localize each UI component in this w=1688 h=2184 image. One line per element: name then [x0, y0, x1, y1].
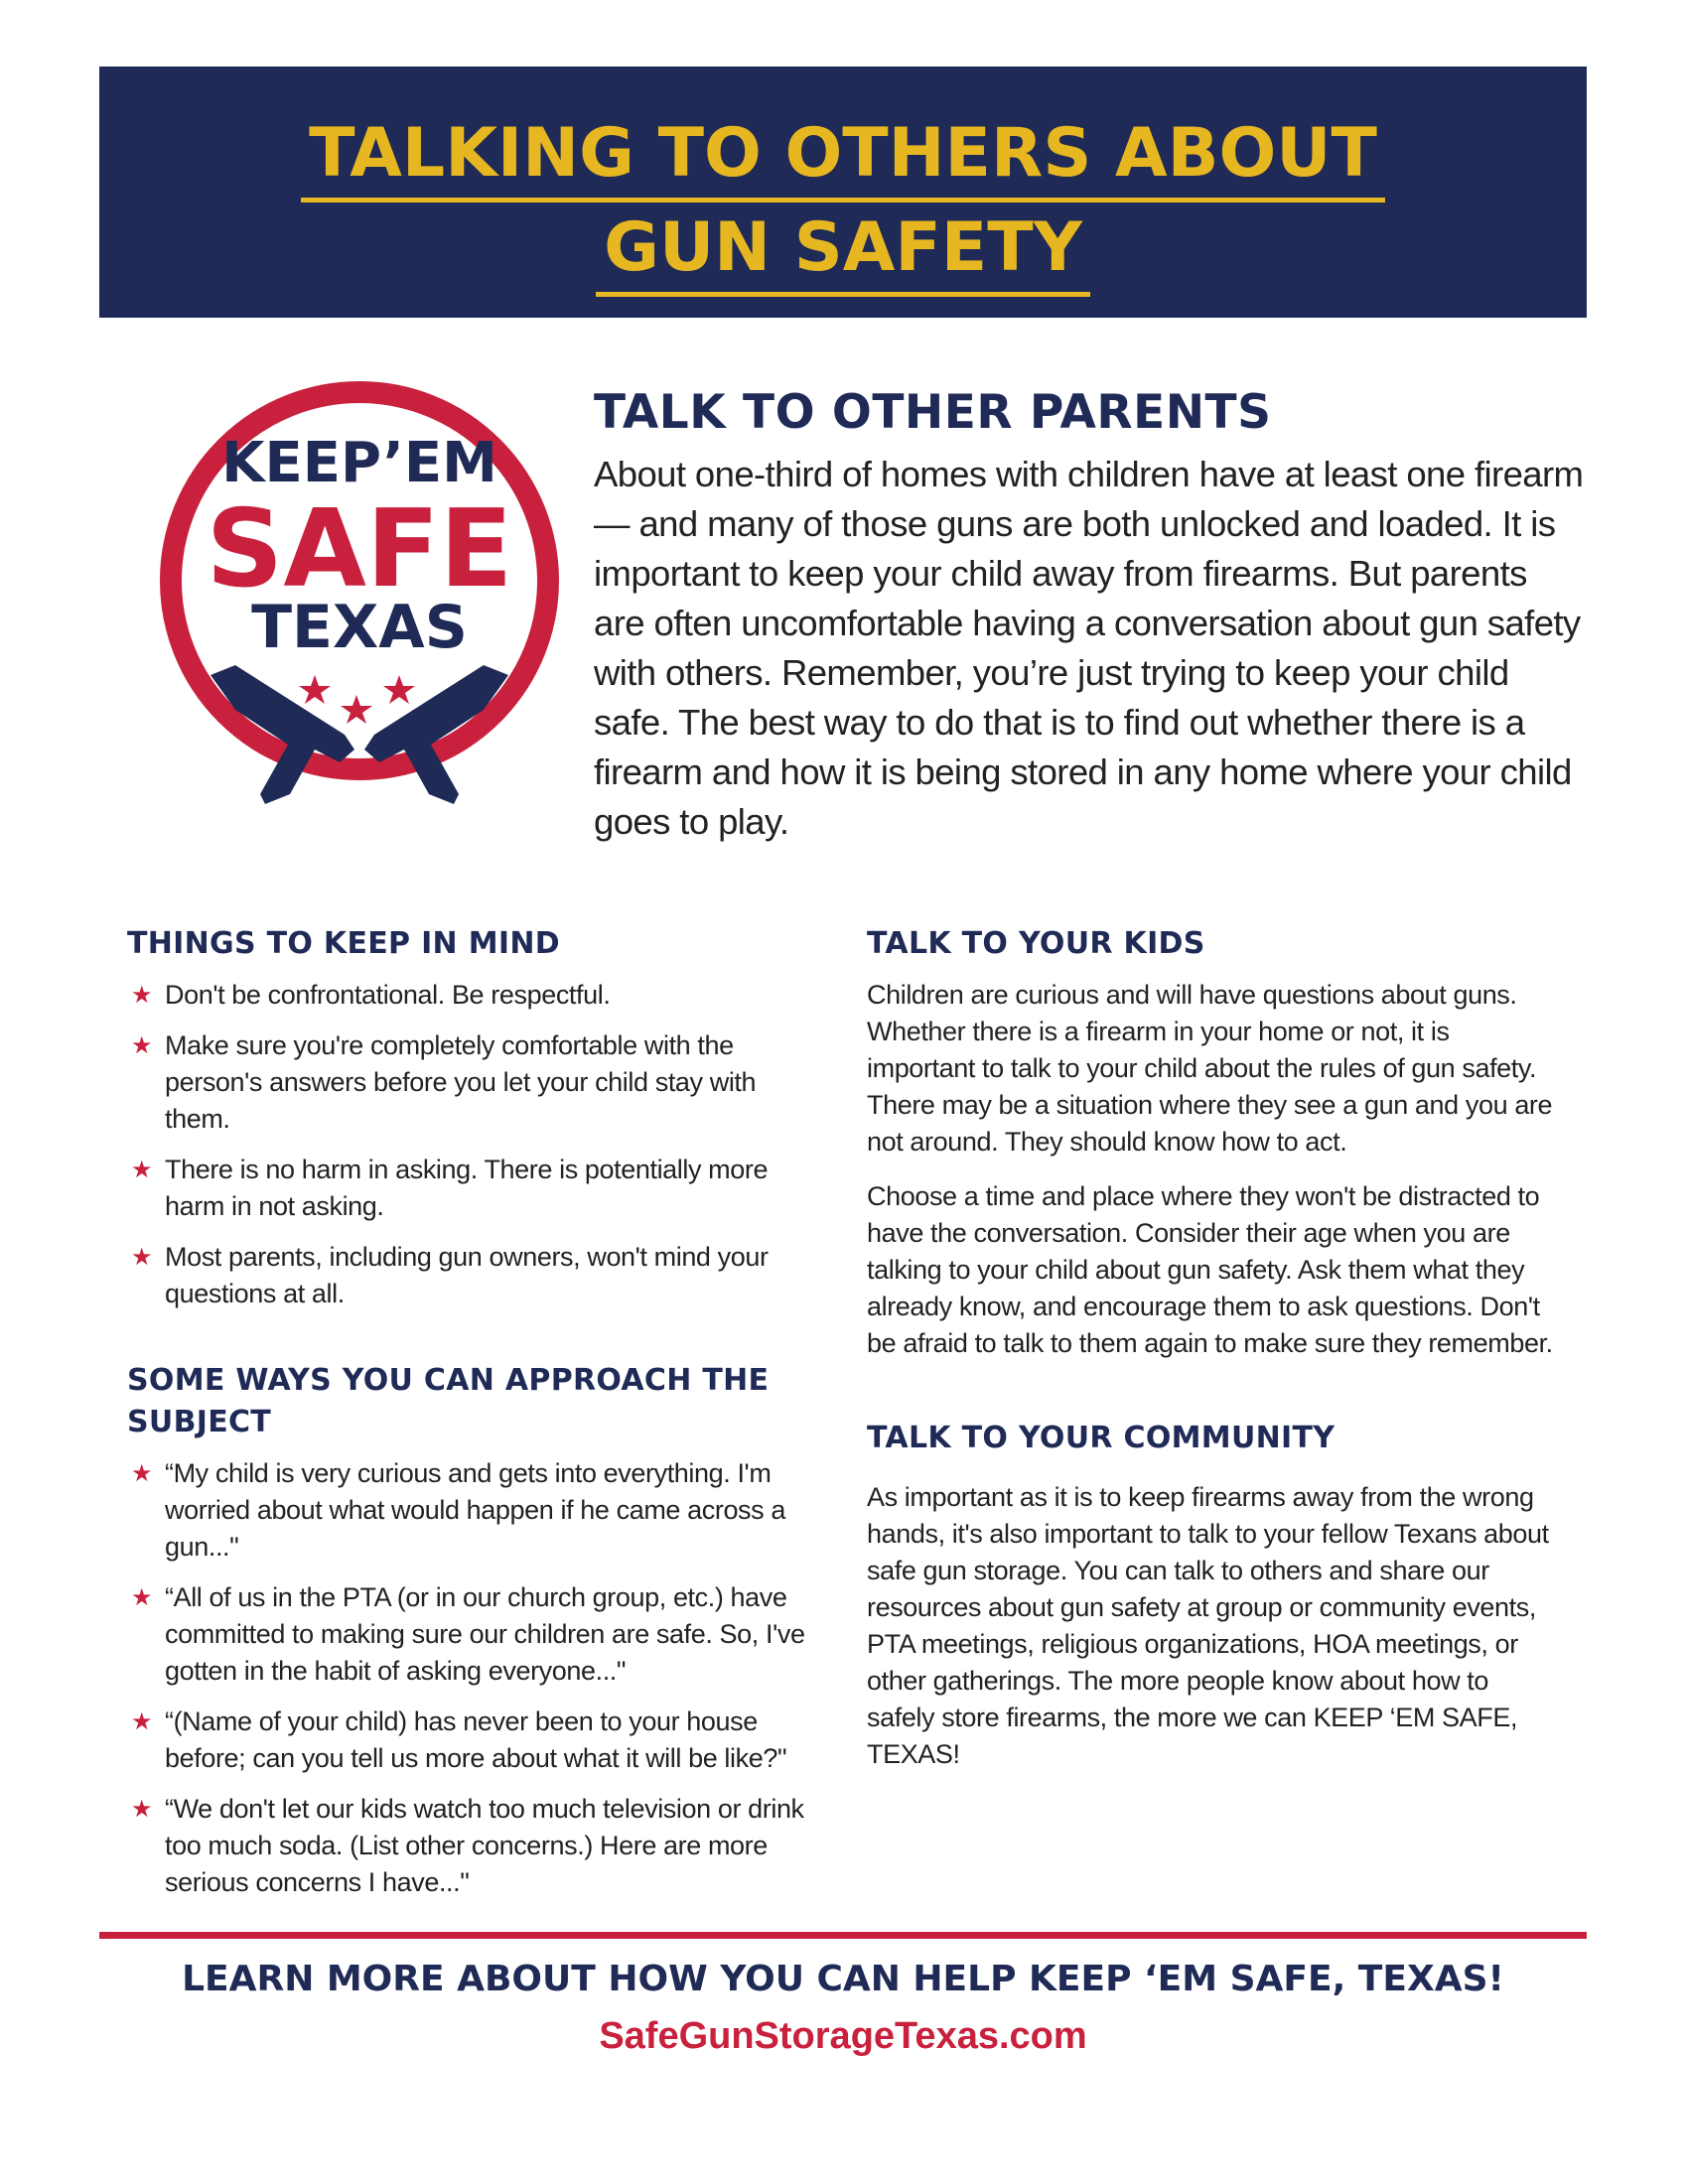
banner-title-line-1: TALKING TO OTHERS ABOUT	[301, 110, 1385, 203]
logo-safe-text: SAFE	[206, 487, 513, 612]
list-item: ★ Don't be confrontational. Be respectful.	[127, 977, 822, 1014]
banner-title-line-2: GUN SAFETY	[596, 205, 1090, 297]
approach-list	[127, 1455, 822, 1901]
left-column	[127, 923, 822, 1915]
logo-texas-text: TEXAS	[251, 593, 468, 662]
star-bullet-icon: ★	[131, 982, 153, 1009]
list-item: ★ “All of us in the PTA (or in our church group, etc.) have committed to making sure our children are safe. So, I've gotten in the habit of asking everyone..."	[127, 1579, 822, 1690]
footer-title: LEARN MORE ABOUT HOW YOU CAN HELP KEEP ‘EM SAFE, TEXAS!	[182, 1959, 1504, 1999]
talk-to-kids-heading: TALK TO YOUR KIDS	[867, 926, 1205, 961]
intro-section	[594, 385, 1587, 847]
right-column	[867, 923, 1562, 1773]
star-bullet-icon: ★	[131, 1708, 153, 1735]
talk-to-community-heading: TALK TO YOUR COMMUNITY	[867, 1421, 1336, 1455]
star-bullet-icon: ★	[131, 1032, 153, 1059]
logo-keep-em-text: KEEP’EM	[221, 431, 497, 495]
intro-body: About one-third of homes with children have at least one firearm — and many of those guns are both unlocked and loaded. It is important to keep your child away from firearms. But parents are often uncomfortable having a conversation about gun safety with others. Remember, you’re just trying to keep your child safe. The best way to do that is to find out whether there is a firearm and how it is being stored in any home where your child goes to play.	[594, 454, 1584, 842]
intro-heading: TALK TO OTHER PARENTS	[594, 385, 1272, 440]
talk-to-kids-paragraph-2: Choose a time and place where they won't be distracted to have the conversation. Consider their age when you are talking to your child about gun safety. Ask them what they already know, and encourage them to ask questions. Don't be afraid to talk to them again to make sure they remember.	[867, 1181, 1553, 1358]
list-item: ★ Most parents, including gun owners, won't mind your questions at all.	[127, 1239, 822, 1312]
star-bullet-icon: ★	[131, 1244, 153, 1271]
footer-divider	[99, 1932, 1587, 1939]
keep-in-mind-heading: THINGS TO KEEP IN MIND	[127, 926, 560, 961]
website-link[interactable]: SafeGunStorageTexas.com	[599, 2015, 1087, 2057]
list-item: ★ “(Name of your child) has never been to your house before; can you tell us more about what it will be like?"	[127, 1704, 822, 1777]
star-bullet-icon: ★	[131, 1157, 153, 1183]
list-item: ★ Make sure you're completely comfortable with the person's answers before you let your child stay with them.	[127, 1027, 822, 1138]
star-bullet-icon: ★	[131, 1584, 153, 1611]
keep-em-safe-texas-logo	[141, 377, 578, 814]
list-item: ★ There is no harm in asking. There is potentially more harm in not asking.	[127, 1152, 822, 1225]
talk-to-kids-paragraph-1: Children are curious and will have questions about guns. Whether there is a firearm in your home or not, it is important to talk to your child about the rules of gun safety. There may be a situation where they see a gun and you are not around. They should know how to act.	[867, 980, 1553, 1157]
talk-to-community-paragraph: As important as it is to keep firearms away from the wrong hands, it's also important to talk to your fellow Texans about safe gun storage. You can talk to others and share our resources about gun safety at group or community events, PTA meetings, religious organizations, HOA meetings, or other gatherings. The more people know about how to safely store firearms, the more we can KEEP ‘EM SAFE, TEXAS!	[867, 1482, 1549, 1769]
approach-heading: SOME WAYS YOU CAN APPROACH THE SUBJECT	[127, 1363, 770, 1439]
list-item: ★ “My child is very curious and gets into everything. I'm worried about what would happen if he came across a gun..."	[127, 1455, 822, 1566]
list-item: ★ “We don't let our kids watch too much television or drink too much soda. (List other concerns.) Here are more serious concerns I have..."	[127, 1791, 822, 1901]
star-bullet-icon: ★	[131, 1460, 153, 1487]
star-bullet-icon: ★	[131, 1796, 153, 1823]
title-banner	[99, 67, 1587, 318]
keep-in-mind-list	[127, 977, 822, 1312]
